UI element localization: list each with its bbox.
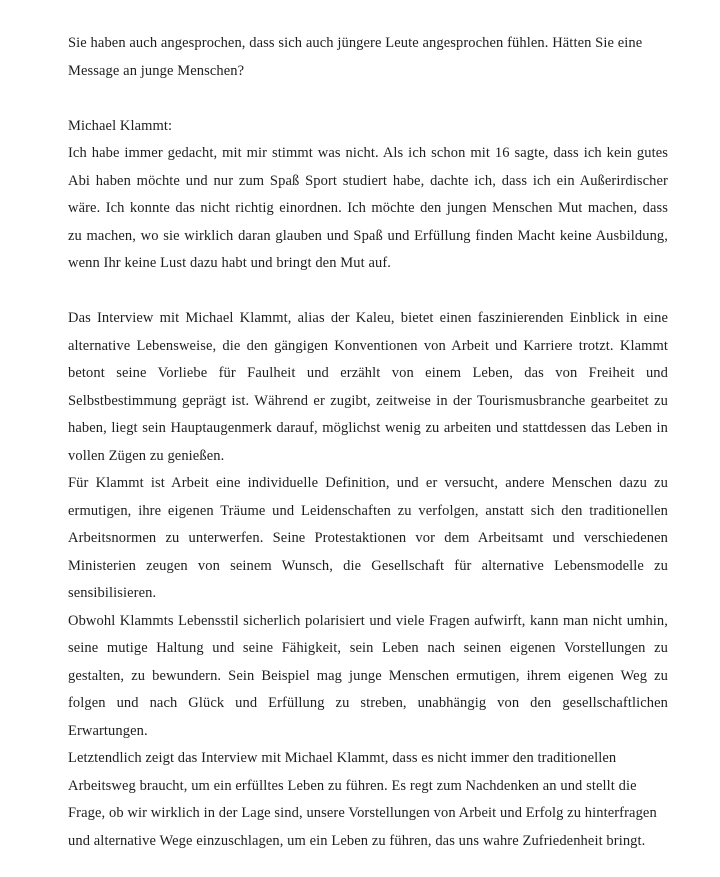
commentary-paragraph-1 [68, 305, 668, 470]
text-line: seine mutige Haltung und seine Fähigkeit, sein Leben nach seinen eigenen Vorstellungen zu [68, 640, 668, 656]
speaker-name [68, 113, 668, 141]
text-line: Ich habe immer gedacht, mit mir stimmt was nicht. Als ich schon mit 16 sagte, dass ich kein gutes [68, 145, 668, 161]
text-line: gestalten, zu bewundern. Sein Beispiel mag junge Menschen ermutigen, ihrem eigenen Weg zu [68, 667, 668, 684]
text-line: Arbeitsweg braucht, um ein erfülltes Leben zu führen. Es regt zum Nachdenken an und stellt die [68, 777, 637, 794]
text-line: Erwartungen. [68, 722, 148, 739]
blank-line [68, 278, 668, 306]
text-line: Abi haben möchte und nur zum Spaß Sport studiert habe, dachte ich, dass ich ein Außerirdischer [68, 172, 668, 189]
text-line: Sie haben auch angesprochen, dass sich auch jüngere Leute angesprochen fühlen. Hätten Sie eine [68, 35, 643, 51]
text-line: Selbstbestimmung geprägt ist. Während er zugibt, zeitweise in der Tourismusbranche gearbeitet zu [68, 392, 668, 409]
text-line: Arbeitsnormen zu unterwerfen. Seine Protestaktionen vor dem Arbeitsamt und verschiedenen [68, 530, 668, 546]
text-line: Letztendlich zeigt das Interview mit Michael Klammt, dass es nicht immer den traditionellen [68, 750, 617, 766]
text-line: und alternative Wege einzuschlagen, um ein Leben zu führen, das uns wahre Zufriedenheit bringt. [68, 832, 646, 849]
text-line: Das Interview mit Michael Klammt, alias der Kaleu, bietet einen faszinierenden Einblick in eine [68, 310, 668, 326]
text-line: Message an junge Menschen? [68, 62, 245, 79]
text-line: wäre. Ich konnte das nicht richtig einordnen. Ich möchte den jungen Menschen Mut machen, dass [68, 200, 668, 216]
commentary-paragraph-2 [68, 470, 668, 608]
text-line: vollen Zügen zu genießen. [68, 447, 225, 464]
text-line: alternative Lebensweise, die den gängigen Konventionen von Arbeit und Karriere trotzt. Klammt [68, 337, 668, 354]
text-line: sensibilisieren. [68, 585, 157, 601]
question-paragraph [68, 30, 668, 85]
text-line: Obwohl Klammts Lebensstil sicherlich polarisiert und viele Fragen aufwirft, kann man nicht umhin, [68, 612, 668, 629]
text-line: folgen und nach Glück und Erfüllung zu streben, unabhängig von den gesellschaftlichen [68, 695, 668, 711]
text-line: zu machen, wo sie wirklich daran glauben und Spaß und Erfüllung finden Macht keine Ausbildung, [68, 227, 668, 244]
text-line: Ministerien zeugen von seinem Wunsch, die Gesellschaft für alternative Lebensmodelle zu [68, 557, 668, 574]
text-line: wenn Ihr keine Lust dazu habt und bringt den Mut auf. [68, 255, 392, 271]
blank-line [68, 85, 668, 113]
text-line: Michael Klammt: [68, 117, 173, 134]
answer-paragraph [68, 140, 668, 278]
text-line: Für Klammt ist Arbeit eine individuelle Definition, und er versucht, andere Menschen dazu zu [68, 475, 668, 491]
text-line: betont seine Vorliebe für Faulheit und erzählt von einem Leben, das von Freiheit und [68, 365, 668, 381]
commentary-paragraph-3 [68, 608, 668, 746]
text-line: ermutigen, ihre eigenen Träume und Leidenschaften zu verfolgen, anstatt sich den traditionellen [68, 502, 668, 519]
commentary-paragraph-4 [68, 745, 668, 855]
text-line: Frage, ob wir wirklich in der Lage sind, unsere Vorstellungen von Arbeit und Erfolg zu hinterfragen [68, 805, 657, 821]
text-line: haben, liegt sein Hauptaugenmerk darauf, möglichst wenig zu arbeiten und stattdessen das Leben in [68, 420, 668, 436]
